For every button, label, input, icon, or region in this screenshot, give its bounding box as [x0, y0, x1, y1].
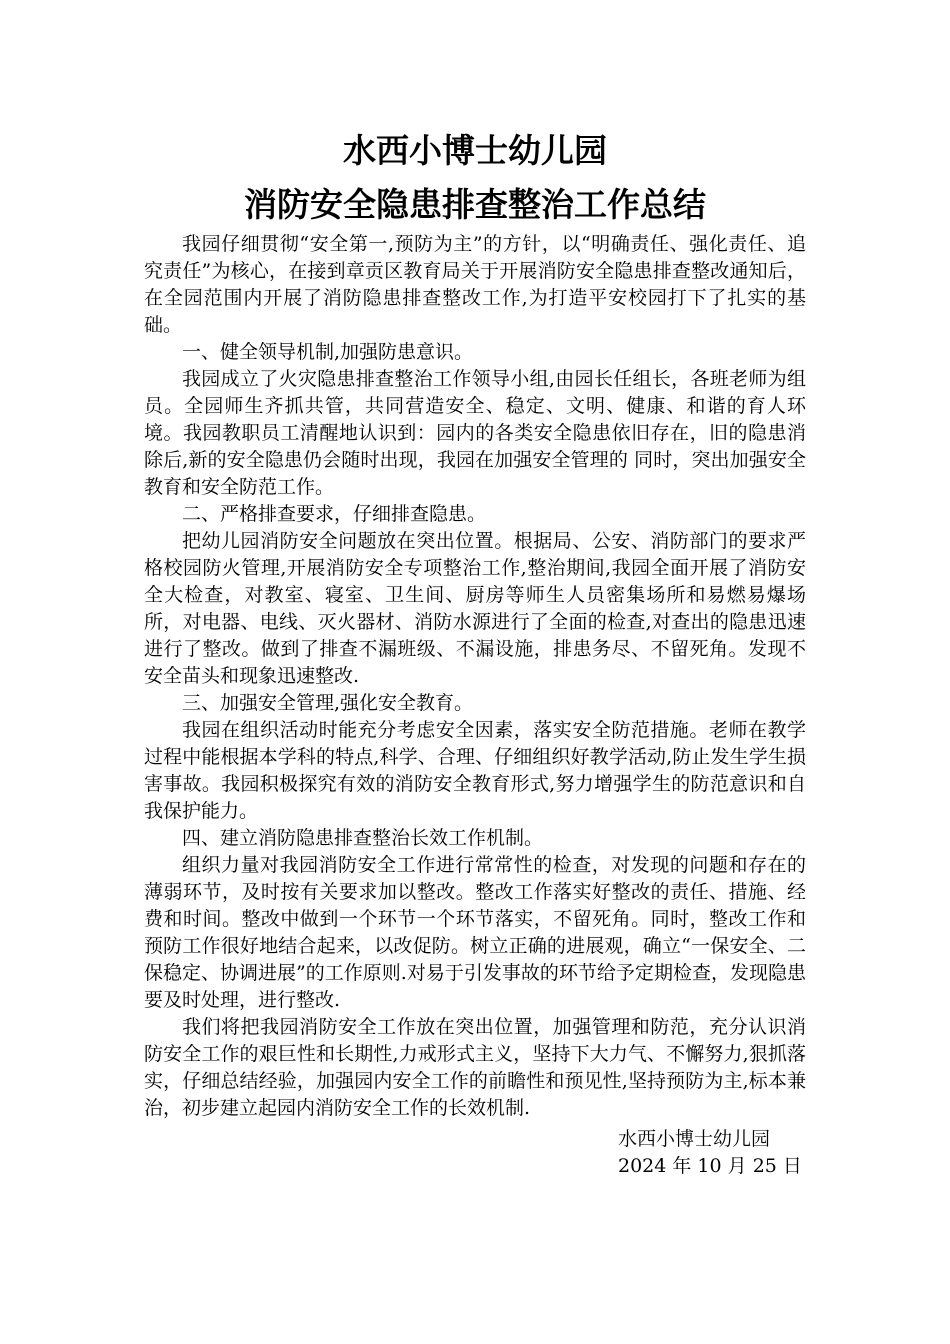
- document-title-line-1: 水西小博士幼儿园: [343, 131, 607, 170]
- body-paragraph: 把幼儿园消防安全问题放在突出位置。根据局、公安、消防部门的要求严格校园防火管理,开展消防安全专项整治工作,整治期间,我园全面开展了消防安全大检查，对教室、寝室、卫生间、厨房等师生人员密集场所和易燃易爆场所，对电器、电线、灭火器材、消防水源进行了全面的检查,对查出的隐患迅速进行了整改。做到了排查不漏班级、不漏设施，排患务尽、不留死角。发现不安全苗头和现象迅速整改.: [144, 530, 806, 687]
- section-heading-2: 二、严格排查要求，仔细排查隐患。: [182, 503, 487, 525]
- document-title-line-2: 消防安全隐患排查整治工作总结: [244, 185, 706, 224]
- signature-organization: 水西小博士幼儿园: [618, 1128, 771, 1150]
- section-heading-3: 三、加强安全管理,强化安全教育。: [182, 692, 474, 714]
- intro-paragraph: 我园仔细贯彻“安全第一,预防为主”的方针，以“明确责任、强化责任、追究责任”为核心，在接到章贡区教育局关于开展消防安全隐患排查整改通知后，在全园范围内开展了消防隐患排查整改工作,为打造平安校园打下了扎实的基础。: [144, 233, 806, 336]
- body-paragraph: 组织力量对我园消防安全工作进行常常性的检查，对发现的问题和存在的薄弱环节，及时按有关要求加以整改。整改工作落实好整改的责任、措施、经费和时间。整改中做到一个环节一个环节落实，不留死角。同时，整改工作和预防工作很好地结合起来，以改促防。树立正确的进展观，确立“一保安全、二保稳定、协调进展”的工作原则.对易于引发事故的环节给予定期检查，发现隐患要及时处理，进行整改.: [144, 854, 806, 1011]
- section-heading-4: 四、建立消防隐患排查整治长效工作机制。: [182, 827, 544, 849]
- signature-block: [144, 1126, 806, 1180]
- closing-paragraph: 我们将把我园消防安全工作放在突出位置，加强管理和防范，充分认识消防安全工作的艰巨性和长期性,力戒形式主义，坚持下大力气、不懈努力,狠抓落实，仔细总结经验，加强园内安全工作的前瞻性和预见性,坚持预防为主,标本兼治，初步建立起园内消防安全工作的长效机制.: [144, 1016, 806, 1119]
- document-body: [144, 231, 806, 1122]
- body-paragraph: 我园在组织活动时能充分考虑安全因素，落实安全防范措施。老师在教学过程中能根据本学科的特点,科学、合理、仔细组织好教学活动,防止发生学生损害事故。我园积极探究有效的消防安全教育形式,努力增强学生的防范意识和自我保护能力。: [144, 719, 806, 822]
- document-page: [144, 126, 806, 1180]
- signature-date: 2024 年 10 月 25 日: [618, 1155, 802, 1177]
- body-paragraph: 我园成立了火灾隐患排查整治工作领导小组,由园长任组长，各班老师为组员。全园师生齐抓共管，共同营造安全、稳定、文明、健康、和谐的育人环境。我园教职员工清醒地认识到：园内的各类安全隐患依旧存在，旧的隐患消除后,新的安全隐患仍会随时出现，我园在加强安全管理的 同时，突出加强安全教育和安全防范工作。: [144, 368, 806, 498]
- section-heading-1: 一、健全领导机制,加强防患意识。: [182, 341, 474, 363]
